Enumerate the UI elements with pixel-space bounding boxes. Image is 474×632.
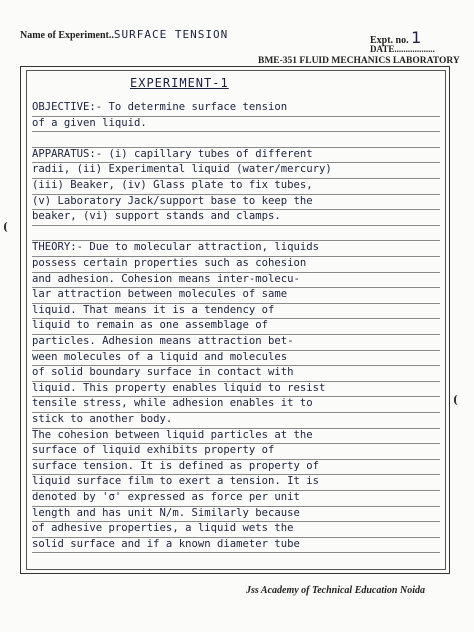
handwritten-line: (v) Laboratory Jack/support base to keep the xyxy=(32,194,440,211)
handwritten-line: liquid. That means it is a tendency of xyxy=(32,303,440,320)
handwritten-line: of a given liquid. xyxy=(32,116,440,133)
experiment-heading: EXPERIMENT-1 xyxy=(130,76,229,90)
punch-hole-mark xyxy=(454,395,462,405)
handwritten-line: stick to another body. xyxy=(32,412,440,429)
date-field: DATE.................. xyxy=(370,44,435,54)
experiment-name-value: SURFACE TENSION xyxy=(113,28,229,41)
experiment-number-value: 1 xyxy=(411,28,422,47)
handwritten-line: surface tension. It is defined as property of xyxy=(32,459,440,476)
handwritten-line: APPARATUS:- (i) capillary tubes of different xyxy=(32,147,440,164)
laboratory-title: BME-351 FLUID MECHANICS LABORATORY xyxy=(258,56,460,66)
handwritten-line: solid surface and if a known diameter tube xyxy=(32,537,440,554)
handwritten-line: possess certain properties such as cohesion xyxy=(32,256,440,273)
handwritten-line: particles. Adhesion means attraction bet- xyxy=(32,334,440,351)
experiment-name xyxy=(20,28,228,41)
handwritten-line xyxy=(32,225,440,242)
handwritten-line: liquid surface film to exert a tension. It is xyxy=(32,474,440,491)
handwritten-line: liquid to remain as one assemblage of xyxy=(32,318,440,335)
handwritten-line: denoted by 'σ' expressed as force per unit xyxy=(32,490,440,507)
handwritten-line: and adhesion. Cohesion means inter-molecu- xyxy=(32,272,440,289)
institution-footer: Jss Academy of Technical Education Noida xyxy=(246,585,425,596)
handwritten-line: ween molecules of a liquid and molecules xyxy=(32,350,440,367)
handwritten-line: radii, (ii) Experimental liquid (water/mercury) xyxy=(32,162,440,179)
handwritten-line: liquid. This property enables liquid to resist xyxy=(32,381,440,398)
handwritten-line: The cohesion between liquid particles at the xyxy=(32,428,440,445)
handwritten-line: of adhesive properties, a liquid wets the xyxy=(32,521,440,538)
punch-hole-mark xyxy=(4,222,12,232)
handwritten-line: surface of liquid exhibits property of xyxy=(32,443,440,460)
experiment-number-label: Expt. no. xyxy=(370,35,409,46)
handwritten-line: beaker, (vi) support stands and clamps. xyxy=(32,209,440,226)
handwritten-line: (iii) Beaker, (iv) Glass plate to fix tubes, xyxy=(32,178,440,195)
experiment-name-label: Name of Experiment.. xyxy=(20,30,114,41)
handwritten-line: THEORY:- Due to molecular attraction, liquids xyxy=(32,240,440,257)
handwritten-line: OBJECTIVE:- To determine surface tension xyxy=(32,100,440,117)
handwritten-line: of solid boundary surface in contact with xyxy=(32,365,440,382)
handwritten-line: lar attraction between molecules of same xyxy=(32,287,440,304)
handwritten-line: length and has unit N/m. Similarly because xyxy=(32,506,440,523)
handwritten-line xyxy=(32,131,440,148)
handwritten-line: tensile stress, while adhesion enables it to xyxy=(32,396,440,413)
